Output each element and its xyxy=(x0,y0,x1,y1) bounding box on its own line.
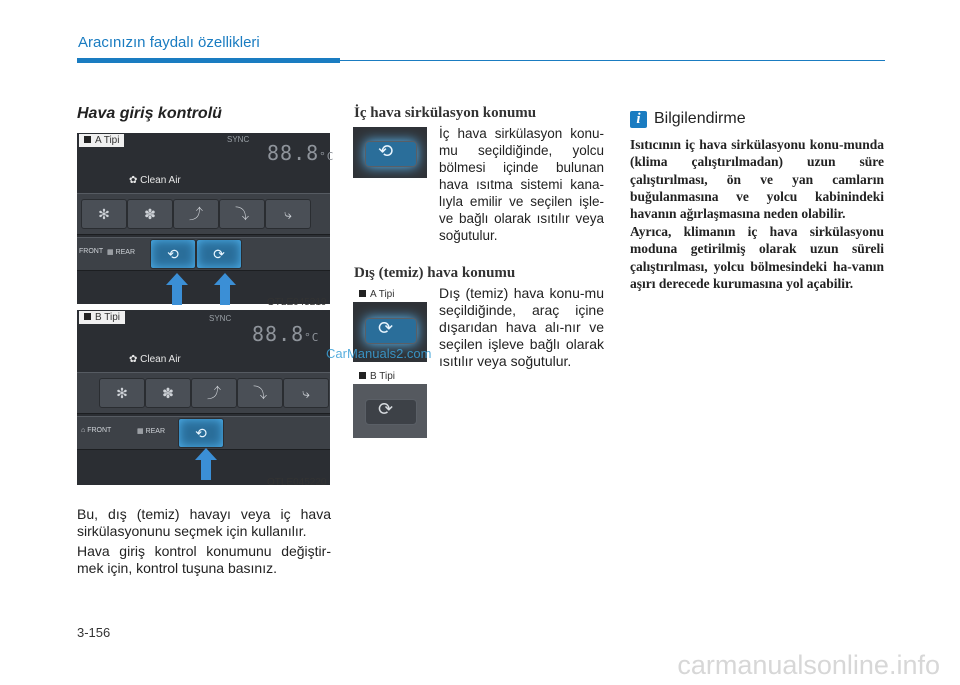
chapter-title: Aracınızın faydalı özellikleri xyxy=(78,34,260,51)
fan-down-button[interactable] xyxy=(99,378,145,408)
control-row-upper xyxy=(77,372,330,414)
fan-icon: ✽ xyxy=(162,385,174,401)
paragraph-1: Bu, dış (temiz) havayı veya iç hava sirkülasyonunu seçmek için kullanılır. xyxy=(77,506,331,539)
fresh-air-title: Dış (temiz) hava konumu xyxy=(354,265,516,281)
fan-icon: ✻ xyxy=(116,385,128,401)
recirculation-button[interactable] xyxy=(150,239,196,269)
recirculation-icon: ⟲ xyxy=(378,141,394,161)
clean-air-text: Clean Air xyxy=(140,175,181,186)
lcd-display xyxy=(267,141,334,165)
vent-icon: ⤷ xyxy=(284,206,292,222)
fresh-air-icon: ⟳ xyxy=(213,246,225,262)
lcd-display xyxy=(252,322,319,346)
vent-floor-button[interactable] xyxy=(283,378,329,408)
info-icon: i xyxy=(630,111,647,128)
info-paragraph-1: Isıtıcının iç hava sirkülasyonu konu-munda (klima çalıştırılmadan) uzun süre çalıştırılması, ön ve yan camların buğulanmasına ve yolcu kabinindeki havanın ağırlaşmasına neden olabilir. xyxy=(630,137,884,222)
control-row-lower xyxy=(77,237,330,271)
footer-watermark: carmanualsonline.info xyxy=(677,650,940,680)
lcd-temp: 88.8 xyxy=(252,322,305,346)
vent-bilevel-button[interactable] xyxy=(219,199,265,229)
photo-type-b xyxy=(77,310,330,485)
fan-up-button[interactable] xyxy=(127,199,173,229)
type-b-text: B Tipi xyxy=(370,371,396,382)
figure-caption: OTLE045220 xyxy=(267,477,327,488)
front-defrost-label: ⌂ FRONT xyxy=(81,427,112,434)
paragraph-2: Hava giriş kontrol konumunu değiştir-mek için, kontrol tuşuna basınız. xyxy=(77,543,331,576)
rear-text: REAR xyxy=(115,249,136,256)
info-paragraph-2: Ayrıca, klimanın iç hava sirkülasyonu moduna getirilmiş olarak uzun süreli çalıştırılması, yolcu bölmesindeki ha-vanın aşırı derecede kurumasına yol açabilir. xyxy=(630,224,884,291)
pointer-arrow xyxy=(168,273,186,303)
fan-up-button[interactable] xyxy=(145,378,191,408)
control-row-upper xyxy=(77,193,330,235)
fresh-air-button[interactable] xyxy=(196,239,242,269)
fresh-air-text: Dış (temiz) hava konu-mu seçildiğinde, araç içine dışarıdan hava alı-nır ve seçilen işleve bağlı olarak ısıtılır veya soğutulur. xyxy=(439,285,604,369)
front-text: FRONT xyxy=(87,427,112,434)
recirculation-icon: ⟲ xyxy=(167,246,179,262)
type-b-tag xyxy=(79,311,125,324)
type-a-tag xyxy=(79,134,124,147)
recirculation-icon: ⟲ xyxy=(195,425,207,441)
front-defrost-label: FRONT xyxy=(79,248,104,255)
type-b-tag xyxy=(354,370,400,383)
vent-face-button[interactable] xyxy=(191,378,237,408)
type-b-text: B Tipi xyxy=(95,312,121,323)
air-intake-button[interactable] xyxy=(178,418,224,448)
page-number: 3-156 xyxy=(77,625,111,640)
vent-icon: ⤴ xyxy=(207,385,221,401)
recirculation-text: İç hava sirkülasyon konu-mu seçildiğinde, yolcu bölmesi içinde bulunan hava ısıtma sistemi kana-lıyla emilir ve seçilen işle-ve bağlı olarak ısıtılır veya soğutulur. xyxy=(439,126,604,243)
fresh-air-icon-image-b xyxy=(353,384,427,438)
sync-label: SYNC xyxy=(209,314,232,323)
vent-icon: ⤴ xyxy=(189,206,203,222)
vent-floor-button[interactable] xyxy=(265,199,311,229)
type-a-text: A Tipi xyxy=(370,289,395,300)
vent-face-button[interactable] xyxy=(173,199,219,229)
figure-caption: OTLE045219 xyxy=(267,297,327,308)
lcd-temp: 88.8 xyxy=(267,141,320,165)
section-title: Hava giriş kontrolü xyxy=(77,105,222,122)
control-row-lower xyxy=(77,416,330,450)
lcd-unit: °C xyxy=(304,331,320,344)
vent-icon: ⤵ xyxy=(253,385,267,401)
fan-icon: ✽ xyxy=(144,206,156,222)
fresh-air-icon: ⟳ xyxy=(378,399,394,419)
pointer-arrow xyxy=(216,273,234,303)
header-bar xyxy=(77,58,340,63)
rear-defrost-label: ▦ REAR xyxy=(107,249,136,256)
info-title: Bilgilendirme xyxy=(654,110,746,127)
recirculation-title: İç hava sirkülasyon konumu xyxy=(354,105,537,121)
vent-icon: ⤷ xyxy=(302,385,310,401)
type-a-tag xyxy=(354,288,399,301)
recirculation-icon-image xyxy=(353,127,427,178)
sync-label: SYNC xyxy=(227,135,250,144)
fan-down-button[interactable] xyxy=(81,199,127,229)
lcd-unit: °C xyxy=(319,150,335,163)
clean-air-text: Clean Air xyxy=(140,354,181,365)
clean-air-label: ✿ Clean Air xyxy=(129,354,181,365)
vent-bilevel-button[interactable] xyxy=(237,378,283,408)
fresh-air-icon: ⟳ xyxy=(378,318,394,338)
pointer-arrow xyxy=(197,448,215,478)
watermark: CarManuals2.com xyxy=(326,346,432,361)
type-a-text: A Tipi xyxy=(95,135,120,146)
clean-air-label: ✿ Clean Air xyxy=(129,175,181,186)
rear-defrost-label: ▦ REAR xyxy=(137,428,166,435)
header-rule xyxy=(340,60,885,61)
photo-type-a xyxy=(77,133,335,304)
fan-icon: ✻ xyxy=(98,206,110,222)
vent-icon: ⤵ xyxy=(235,206,249,222)
rear-text: REAR xyxy=(145,428,166,435)
